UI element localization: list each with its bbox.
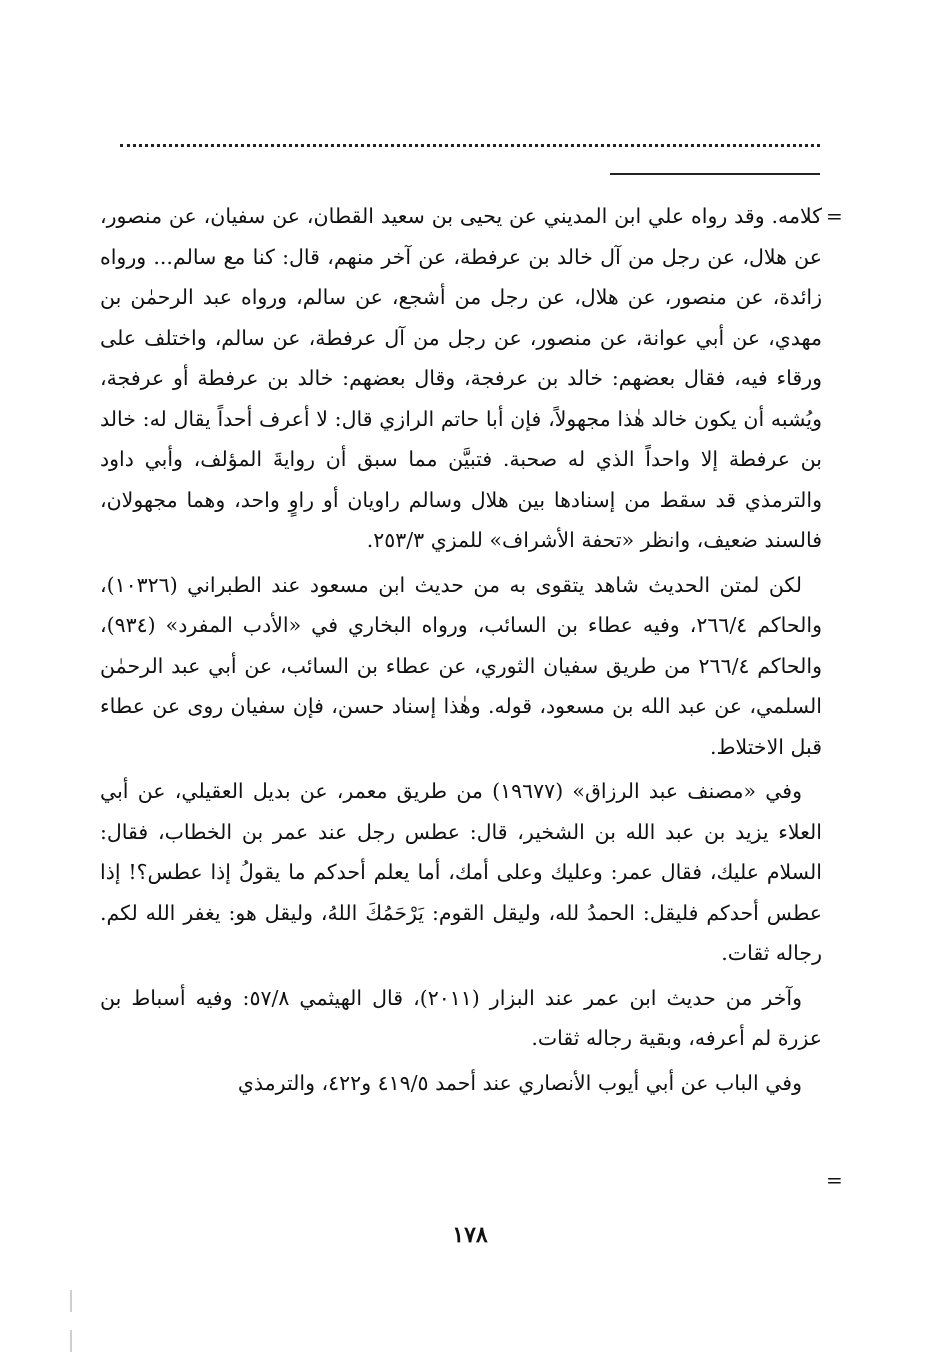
paragraph-5: وفي الباب عن أبي أيوب الأنصاري عند أحمد ٤١٩/٥ و٤٢٢، والترمذي bbox=[237, 1070, 802, 1095]
paragraph-1: كلامه. وقد رواه علي ابن المديني عن يحيى بن سعيد القطان، عن سفيان، عن منصور، عن هلال، عن رجل من آل خالد بن عرفطة، عن آخر منهم، قال: كنا مع سالم... ورواه زائدة، عن منصور، عن هلال، عن رجل من أشجع، عن سالم، ورواه عبد الرحمٰن بن مهدي، عن أبي عوانة، عن منصور، عن رجل من آل عرفطة، عن سالم، واختلف على ورقاء فيه، فقال بعضهم: خالد بن عرفجة، وقال بعضهم: خالد بن عرفطة أو عرفجة، ويُشبه أن يكون خالد هٰذا مجهولاً، فإن أبا حاتم الرازي قال: لا أعرف أحداً يقال له: خالد بن عرفطة إلا واحداً الذي له صحبة. فتبيَّن مما سبق أن روايةَ المؤلف، وأبي داود والترمذي قد سقط من إسنادها بين هلال وسالم راويان أو راوٍ واحد، وهما مجهولان، فالسند ضعيف، وانظر «تحفة الأشراف» للمزي ٢٥٣/٣. bbox=[100, 204, 822, 552]
continuation-mark-bottom: = bbox=[826, 1168, 843, 1192]
paragraph-3: وفي «مصنف عبد الرزاق» (١٩٦٧٧) من طريق معمر، عن بديل العقيلي، عن أبي العلاء يزيد بن عبد الله بن الشخير، قال: عطس رجل عند عمر بن الخطاب، فقال: السلام عليك، فقال عمر: وعليك وعلى أمك، أما يعلم أحدكم ما يقولُ إذا عطس؟! إذا عطس أحدكم فليقل: الحمدُ لله، وليقل القوم: يَرْحَمُكَ اللهُ، وليقل هو: يغفر الله لكم. رجاله ثقات. bbox=[100, 779, 822, 965]
dotted-separator bbox=[120, 144, 820, 147]
scan-mark bbox=[70, 1290, 72, 1312]
continuation-mark-top: = bbox=[826, 204, 843, 228]
paragraph-4: وآخر من حديث ابن عمر عند البزار (٢٠١١)، قال الهيثمي ٥٧/٨: وفيه أسباط بن عزرة لم أعرفه، وبقية رجاله ثقات. bbox=[100, 985, 822, 1050]
footnote-rule bbox=[610, 173, 820, 175]
paragraph-2: لكن لمتن الحديث شاهد يتقوى به من حديث ابن مسعود عند الطبراني (١٠٣٢٦)، والحاكم ٢٦٦/٤، وفيه عطاء بن السائب، ورواه البخاري في «الأدب المفرد» (٩٣٤)، والحاكم ٢٦٦/٤ من طريق سفيان الثوري، عن عطاء بن السائب، عن أبي عبد الرحمٰن السلمي، عن عبد الله بن مسعود، قوله. وهٰذا إسناد حسن، فإن سفيان روى عن عطاء قبل الاختلاط. bbox=[100, 572, 822, 759]
footnote-body bbox=[100, 196, 822, 1103]
scan-mark bbox=[70, 1330, 72, 1352]
page-number: ١٧٨ bbox=[452, 1222, 488, 1248]
